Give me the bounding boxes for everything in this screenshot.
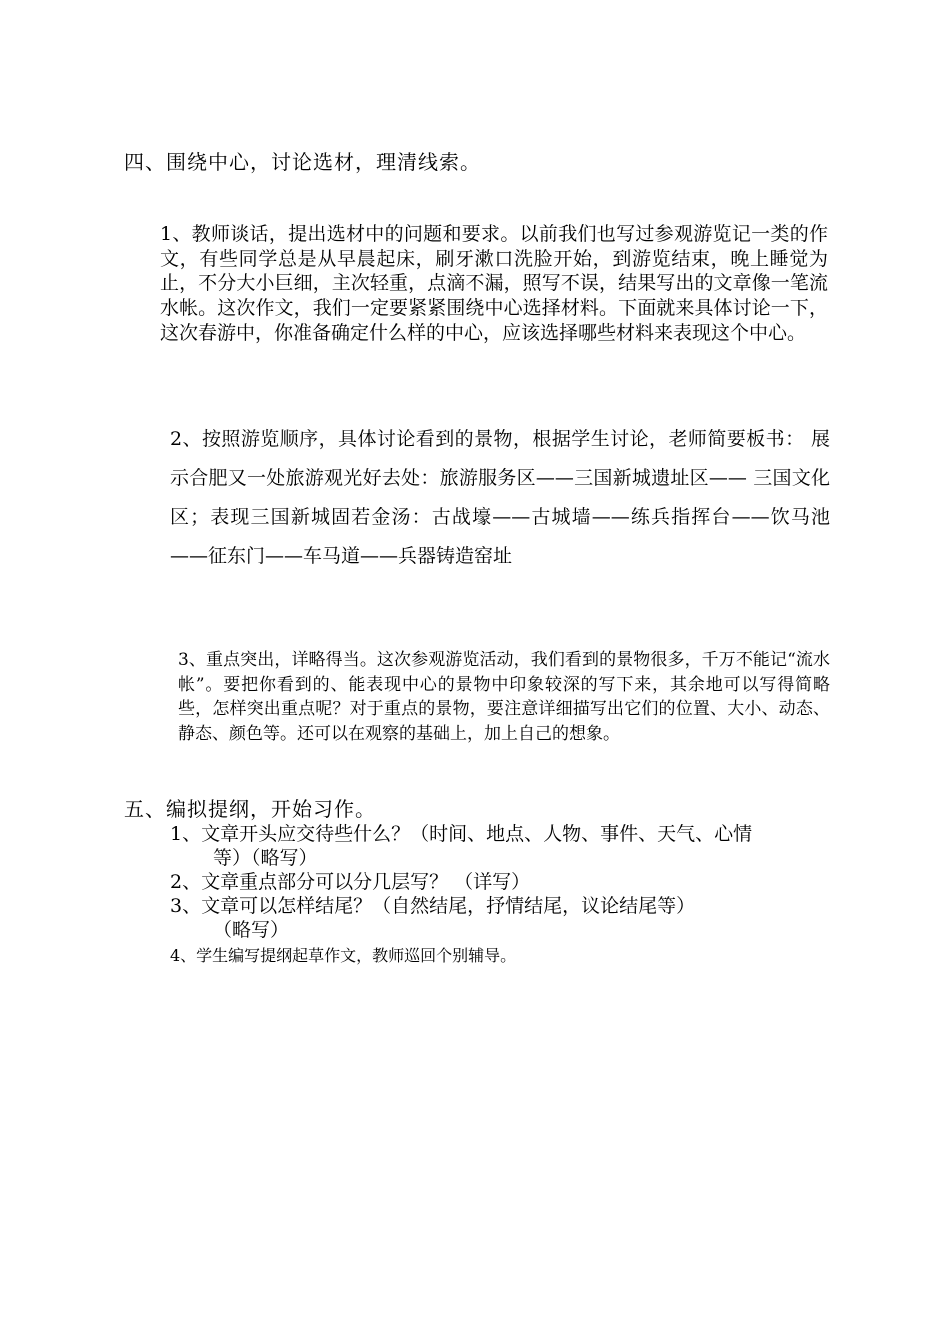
section-4-item-2: 2、按照游览顺序，具体讨论看到的景物，根据学生讨论，老师简要板书： 展示合肥又一处旅游观光好去处：旅游服务区——三国新城遗址区—— 三国文化区；表现三国新城固若金汤：古战壕——古城墙——练兵指挥台——饮马池——征东门——车马道——兵器铸造窑址 (170, 428, 830, 567)
section-4-item-3: 3、重点突出，详略得当。这次参观游览活动，我们看到的景物很多，千万不能记“流水帐”。要把你看到的、能表现中心的景物中印象较深的写下来，其余地可以写得简略些，怎样突出重点呢？对于重点的景物，要注意详细描写出它们的位置、大小、动态、静态、颜色等。还可以在观察的基础上，加上自己的想象。 (178, 650, 830, 744)
outline-item-3-line-2: （略写） (213, 919, 290, 941)
outline-item-3-line-1: 3、文章可以怎样结尾？（自然结尾，抒情结尾，议论结尾等） (170, 895, 696, 917)
outline-item-1-line-1: 1、文章开头应交待些什么？（时间、地点、人物、事件、天气、心情 (170, 823, 753, 845)
section-5-outline (170, 822, 830, 968)
outline-item-4: 4、学生编写提纲起草作文，教师巡回个别辅导。 (170, 946, 517, 965)
section-4-item-1: 1、教师谈话，提出选材中的问题和要求。以前我们也写过参观游览记一类的作文，有些同学总是从早晨起床，刷牙漱口洗脸开始，到游览结束，晚上睡觉为止，不分大小巨细，主次轻重，点滴不漏，照写不误，结果写出的文章像一笔流水帐。这次作文，我们一定要紧紧围绕中心选择材料。下面就来具体讨论一下，这次春游中，你准备确定什么样的中心，应该选择哪些材料来表现这个中心。 (160, 223, 828, 344)
outline-item-2: 2、文章重点部分可以分几层写？ （详写） (170, 871, 531, 893)
section-4-heading: 四、围绕中心，讨论选材，理清线索。 (124, 150, 481, 174)
outline-item-1-line-2: 等）（略写） (213, 847, 318, 869)
section-5-heading: 五、编拟提纲，开始习作。 (124, 797, 376, 821)
